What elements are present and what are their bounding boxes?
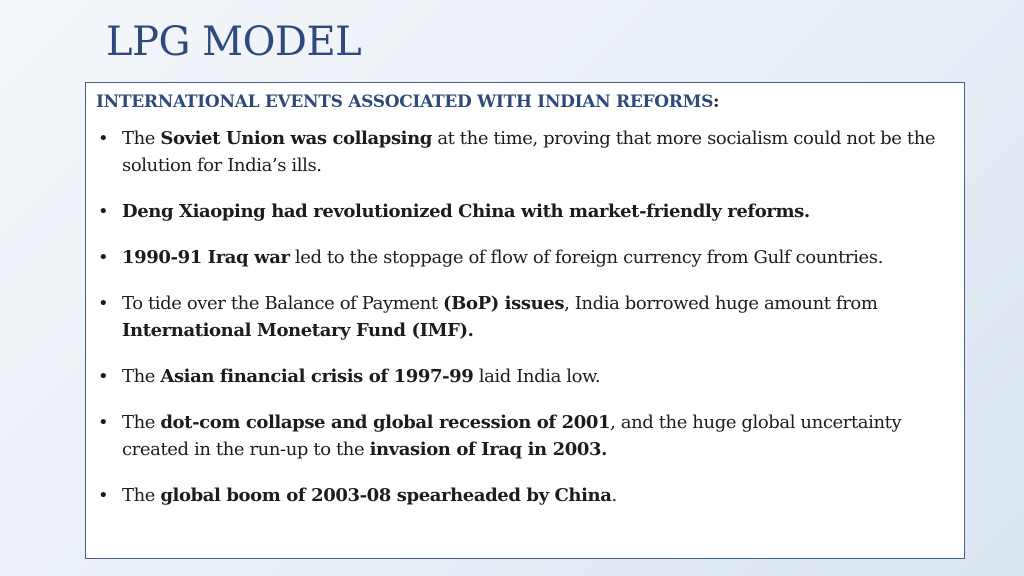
- events-list: [96, 125, 950, 509]
- bullet-icon: •: [98, 247, 109, 268]
- list-item-deng-xiaoping: [96, 198, 950, 225]
- emphasis-text: Soviet Union was collapsing: [160, 128, 432, 149]
- emphasis-text: 1990-91 Iraq war: [122, 247, 290, 268]
- emphasis-text: dot-com collapse and global recession of 2001: [160, 412, 611, 433]
- bullet-icon: •: [98, 128, 109, 149]
- list-item-iraq-war: • 1990-91 Iraq war led to the stoppage of flow of foreign currency from Gulf countries.: [96, 244, 950, 271]
- section-heading-text: INTERNATIONAL EVENTS ASSOCIATED WITH INDIAN REFORMS: [96, 92, 714, 112]
- list-item-bop-imf: • To tide over the Balance of Payment (BoP) issues, India borrowed huge amount from International Monetary Fund (IMF).: [96, 290, 950, 344]
- list-item-soviet-union: • The Soviet Union was collapsing at the time, proving that more socialism could not be the solution for India’s ills.: [96, 125, 950, 179]
- content-box: [85, 82, 965, 559]
- emphasis-text: International Monetary Fund (IMF).: [122, 320, 474, 341]
- slide-title: LPG MODEL: [106, 19, 362, 65]
- emphasis-text: (BoP) issues: [443, 293, 565, 314]
- list-item-asian-crisis: • The Asian financial crisis of 1997-99 laid India low.: [96, 363, 950, 390]
- emphasis-text: Deng Xiaoping had revolutionized China with market-friendly reforms.: [122, 201, 810, 222]
- emphasis-text: Asian financial crisis of 1997-99: [160, 366, 474, 387]
- bullet-icon: •: [98, 412, 109, 433]
- list-item-global-boom: • The global boom of 2003-08 spearheaded by China.: [96, 482, 950, 509]
- bullet-icon: •: [98, 485, 109, 506]
- list-item-dot-com: • The dot-com collapse and global recession of 2001, and the huge global uncertainty created in the run-up to the invasion of Iraq in 2003.: [96, 409, 950, 463]
- section-heading-colon: :: [713, 92, 720, 112]
- bullet-icon: •: [98, 366, 109, 387]
- emphasis-text: invasion of Iraq in 2003.: [369, 439, 607, 460]
- section-heading: [96, 91, 950, 113]
- bullet-icon: •: [98, 201, 109, 222]
- emphasis-text: global boom of 2003-08 spearheaded by China: [160, 485, 612, 506]
- bullet-icon: •: [98, 293, 109, 314]
